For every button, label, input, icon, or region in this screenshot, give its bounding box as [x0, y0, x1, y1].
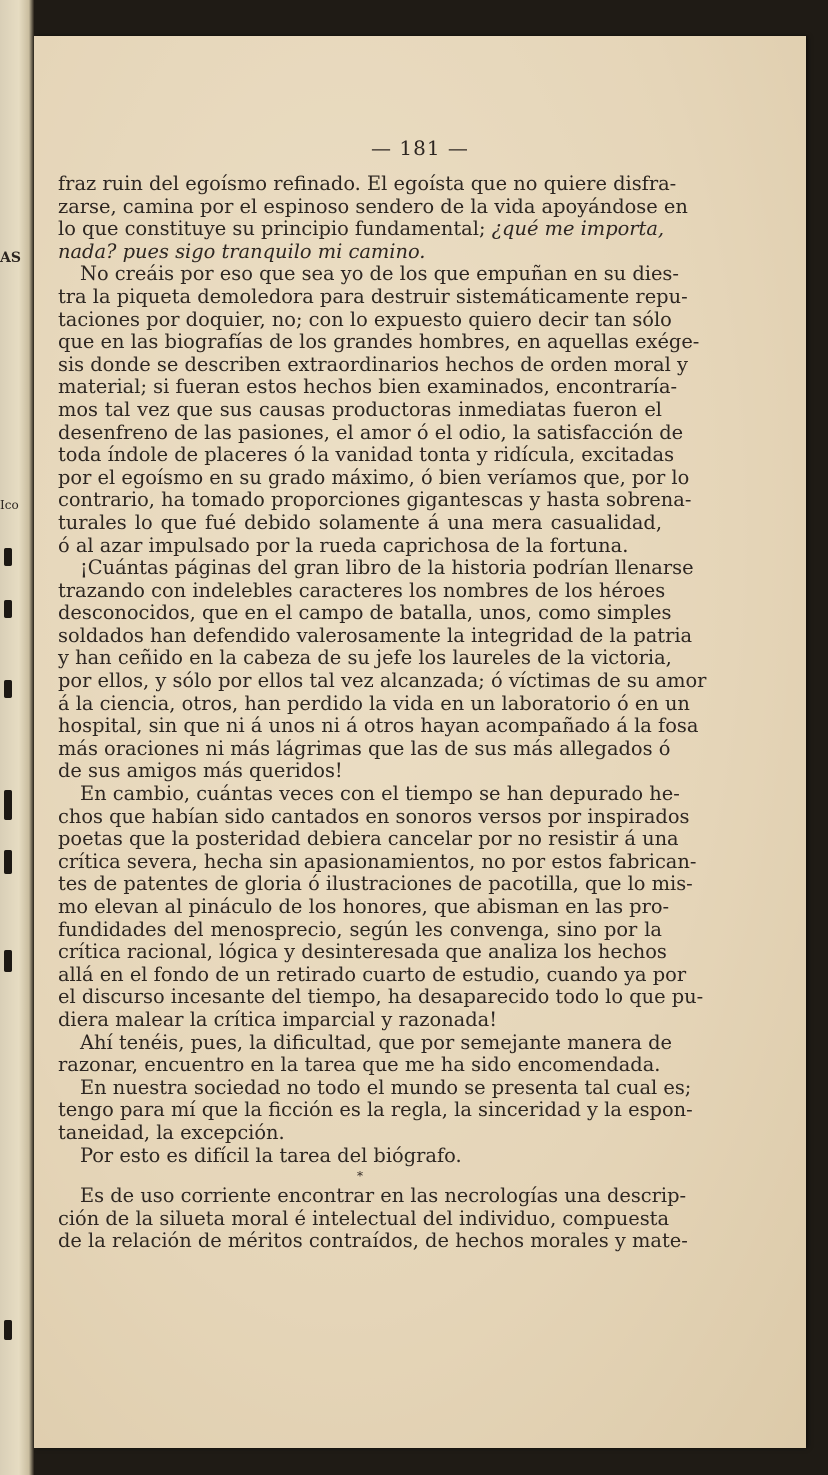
line-text: poetas que la posteridad debiera cancelar por no resistir á una	[58, 827, 679, 851]
text-line	[58, 284, 688, 309]
text-line	[58, 172, 677, 196]
book-page	[34, 36, 806, 1448]
text-line	[58, 804, 690, 829]
adjacent-page-edge	[0, 0, 34, 1475]
line-text: el discurso incesante del tiempo, ha desaparecido todo lo que pu-	[58, 985, 704, 1009]
line-text: fundidades del menosprecio, según les convenga, sino por la	[58, 917, 662, 941]
line-text: por el egoísmo en su grado máximo, ó bien veríamos que, por lo	[58, 465, 690, 489]
text-line	[58, 465, 690, 490]
text-line	[58, 1030, 672, 1055]
text-line	[58, 488, 692, 512]
text-line	[58, 399, 662, 422]
line-text: sis donde se describen extraordinarios hechos de orden moral y	[58, 352, 688, 376]
text-line	[58, 217, 665, 241]
line-text: tra la piqueta demoledora para destruir sistemáticamente repu-	[58, 284, 688, 308]
line-italic-text: ¿qué me importa,	[491, 217, 665, 241]
text-line	[58, 1184, 687, 1208]
text-line	[58, 782, 680, 806]
text-line	[58, 669, 707, 693]
line-text: Por esto es difícil la tarea del biógrafo.	[80, 1143, 462, 1167]
line-text: crítica severa, hecha sin apasionamientos, no por estos fabrican-	[58, 849, 697, 873]
text-line	[58, 827, 679, 851]
text-line	[58, 194, 688, 219]
adjacent-page-fragment-1: AS	[0, 250, 21, 266]
line-text: turales lo que fué debido solamente á una mera casualidad,	[58, 510, 662, 534]
line-text: ¡Cuántas páginas del gran libro de la historia podrían llenarse	[80, 556, 694, 580]
line-text: zarse, camina por el espinoso sendero de la vida apoyándose en	[58, 194, 688, 218]
line-text: tengo para mí que la ficción es la regla, la sinceridad y la espon-	[58, 1098, 693, 1122]
line-text: lo que constituye su principio fundamental;	[58, 217, 492, 241]
line-text: En cambio, cuántas veces con el tiempo se han depurado he-	[80, 782, 680, 806]
text-line	[58, 1009, 662, 1032]
text-line	[58, 241, 662, 264]
text-line	[58, 375, 678, 399]
text-line	[58, 714, 699, 738]
line-text: crítica racional, lógica y desinteresada que analiza los hechos	[58, 940, 667, 964]
line-text: ó al azar impulsado por la rueda caprichosa de la fortuna.	[58, 533, 629, 557]
line-text: *	[357, 1169, 363, 1184]
text-line	[58, 352, 688, 377]
adjacent-page-fragment-2: Ico	[0, 498, 19, 512]
text-line	[58, 1122, 662, 1145]
line-text: mo elevan al pináculo de los honores, que abisman en las pro-	[58, 895, 670, 918]
line-text: material; si fueran estos hechos bien examinados, encontraría-	[58, 375, 678, 399]
line-text: tes de patentes de gloria ó ilustraciones de pacotilla, que lo mis-	[58, 872, 693, 896]
line-text: más oraciones ni más lágrimas que las de sus más allegados ó	[58, 736, 671, 760]
line-text: razonar, encuentro en la tarea que me ha sido encomendada.	[58, 1053, 661, 1077]
line-text: de sus amigos más queridos!	[58, 759, 343, 783]
text-line	[58, 443, 675, 467]
text-line	[58, 512, 662, 535]
text-line	[58, 691, 690, 716]
text-line	[58, 420, 684, 445]
line-text: por ellos, y sólo por ellos tal vez alcanzada; ó víctimas de su amor	[58, 669, 707, 693]
line-text: taciones por doquier, no; con lo expuesto quiero decir tan sólo	[58, 307, 672, 331]
text-line	[58, 307, 672, 332]
text-line	[58, 330, 700, 354]
line-text: mos tal vez que sus causas productoras inmediatas fueron el	[58, 397, 662, 421]
line-text: En nuestra sociedad no todo el mundo se presenta tal cual es;	[80, 1075, 692, 1099]
text-line	[58, 760, 662, 783]
text-line	[58, 1054, 662, 1077]
text-line	[58, 872, 693, 896]
line-text: desenfreno de las pasiones, el amor ó el odio, la satisfacción de	[58, 420, 684, 444]
text-line	[58, 623, 693, 648]
line-text: soldados han defendido valerosamente la integridad de la patria	[58, 623, 693, 647]
text-line	[58, 601, 672, 625]
line-italic-text: nada? pues sigo tranquilo mi camino.	[58, 239, 426, 263]
line-text: diera malear la crítica imparcial y razonada!	[58, 1007, 498, 1031]
text-line	[58, 1145, 662, 1168]
line-text: que en las biografías de los grandes hombres, en aquellas exége-	[58, 330, 700, 354]
text-line	[58, 1229, 688, 1253]
page-number: — 181 —	[371, 136, 469, 160]
text-line	[58, 985, 704, 1009]
line-text: y han ceñido en la cabeza de su jefe los laureles de la victoria,	[58, 646, 672, 670]
line-text: taneidad, la excepción.	[58, 1120, 285, 1144]
text-line	[58, 535, 662, 558]
text-line	[58, 736, 671, 761]
text-line	[58, 962, 687, 987]
line-text: trazando con indelebles caracteres los nombres de los héroes	[58, 578, 666, 602]
text-line	[58, 1075, 692, 1100]
line-text: desconocidos, que en el campo de batalla, unos, como simples	[58, 601, 672, 625]
text-line	[58, 556, 694, 580]
line-text: á la ciencia, otros, han perdido la vida en un laboratorio ó en un	[58, 691, 690, 715]
text-line	[58, 578, 666, 603]
line-text: hospital, sin que ni á unos ni á otros hayan acompañado á la fosa	[58, 714, 699, 738]
line-text: chos que habían sido cantados en sonoros versos por inspirados	[58, 804, 690, 828]
text-line	[58, 646, 672, 670]
line-text: ción de la silueta moral é intelectual del individuo, compuesta	[58, 1206, 670, 1230]
text-line	[58, 262, 679, 286]
text-line	[58, 1098, 693, 1122]
section-ornament	[58, 1167, 662, 1185]
line-text: No creáis por eso que sea yo de los que empuñan en su dies-	[80, 262, 679, 286]
line-text: toda índole de placeres ó la vanidad tonta y ridícula, excitadas	[58, 443, 675, 467]
text-line	[58, 919, 662, 942]
line-text: contrario, ha tomado proporciones gigantescas y hasta sobrena-	[58, 488, 692, 512]
body-text	[58, 172, 707, 1253]
line-text: Ahí tenéis, pues, la dificultad, que por semejante manera de	[80, 1030, 672, 1054]
line-text: Es de uso corriente encontrar en las necrologías una descrip-	[80, 1184, 687, 1208]
line-text: allá en el fondo de un retirado cuarto de estudio, cuando ya por	[58, 962, 687, 986]
text-line	[58, 1206, 670, 1231]
text-line	[58, 849, 697, 874]
text-line	[58, 940, 667, 964]
text-line	[58, 895, 670, 919]
line-text: de la relación de méritos contraídos, de hechos morales y mate-	[58, 1229, 688, 1253]
line-text: fraz ruin del egoísmo refinado. El egoísta que no quiere disfra-	[58, 172, 677, 195]
